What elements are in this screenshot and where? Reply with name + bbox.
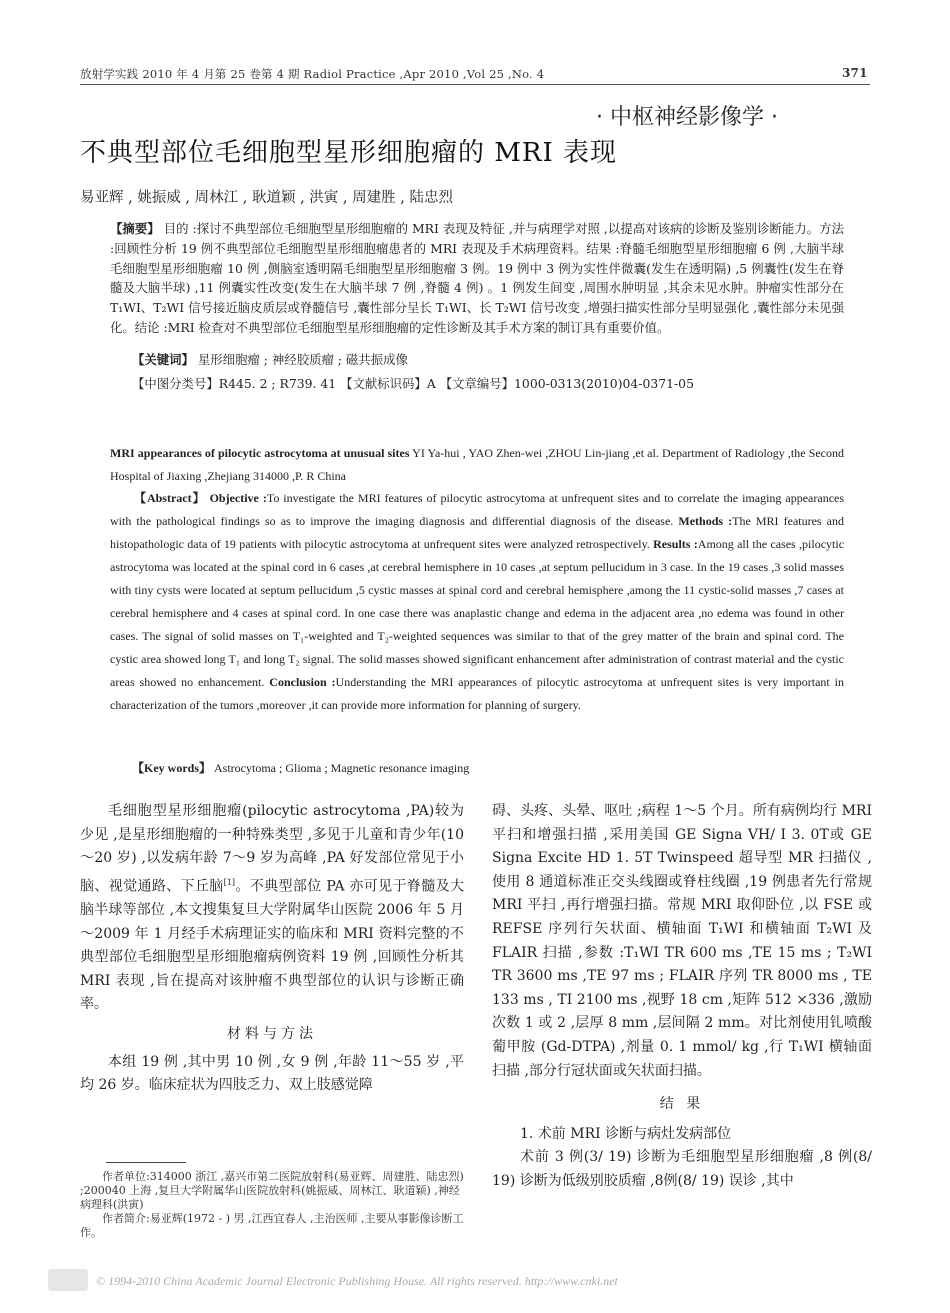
- methods-paragraph-cont: 碍、头疼、头晕、呕吐 ;病程 1～5 个月。所有病例均行 MRI 平扫和增强扫描 ,采用美国 GE Signa VH/ I 3. 0T或 GE Signa Excite HD 1. 5T Twinspeed 超导型 MR 扫描仪 ,使用 8 通道标准正交头线圈或脊柱线圈 ,19 例患者先行常规 MRI 平扫 ,再行增强扫描。常规 MRI 取仰卧位 ,以 FSE 或 REFSE 序列行矢状面、横轴面 T₁WI 和横轴面 T₂WI 及 FLAIR 扫描 ,参数 :T₁WI TR 600 ms ,TE 15 ms ; T₂WI TR 3600 ms ,TE 97 ms ; FLAIR 序列 TR 8000 ms , TE 133 ms , TI 2100 ms ,视野 18 cm ,矩阵 512 ×336 ,激励次数 1 或 2 ,层厚 8 mm ,层间隔 2 mm。对比剂使用钆喷酸葡甲胺 (Gd-DTPA) ,剂量 0. 1 mmol/ kg ,行 T₁WI 横轴面扫描 ,部分行冠状面或矢状面扫描。: [492, 803, 872, 1079]
- abstract-en-title: [110, 442, 844, 488]
- body-left-column: [80, 800, 464, 1098]
- results-paragraph: 术前 3 例(3/ 19) 诊断为毛细胞型星形细胞瘤 ,8 例(8/ 19) 诊断为低级别胶质瘤 ,8例(8/ 19) 误诊 ,其中: [492, 1149, 872, 1189]
- en-title: MRI appearances of pilocytic astrocytoma at unusual sites: [110, 446, 410, 460]
- keywords-en: [132, 759, 469, 776]
- abstract-cn: [110, 219, 844, 338]
- keywords-cn: [132, 350, 408, 368]
- footnote-bio: 作者简介:易亚辉(1972 - ) 男 ,江西宜春人 ,主治医师 ,主要从事影像诊断工作。: [80, 1212, 464, 1239]
- intro-paragraph: [80, 800, 464, 1017]
- abstract-en: [110, 487, 844, 717]
- keywords-text: 星形细胞瘤 ; 神经胶质瘤 ; 磁共振成像: [197, 352, 408, 367]
- conclusion-text: Understanding the MRI appearances of pilocytic astrocytoma at unfrequent sites is very important in characterization of the tumors ,moreover ,it can provide more information for planning of surgery.: [110, 675, 844, 712]
- page-number: 371: [842, 66, 868, 80]
- abstract-label: 【摘要】: [110, 221, 160, 236]
- body-right-column: [492, 800, 872, 1194]
- keywords-en-text: Astrocytoma ; Glioma ; Magnetic resonance imaging: [214, 761, 470, 775]
- methods-heading: 材料与方法: [227, 1026, 317, 1042]
- intro-text-cont: 。不典型部位 PA 亦可见于脊髓及大脑半球等部位 ,本文搜集复旦大学附属华山医院 2006 年 5 月～2009 年 1 月经手术病理证实的临床和 MRI 资料完整的不典型部位毛细胞型星形细胞瘤病例资料 19 例 ,回顾性分析其 MRI 表现 ,旨在提高对该肿瘤不典型部位的认识与诊断正确率。: [80, 878, 464, 1013]
- header-rule: [80, 84, 870, 85]
- abstract-text: 目的 :探讨不典型部位毛细胞型星形细胞瘤的 MRI 表现及特征 ,并与病理学对照 ,以提高对该病的诊断及鉴别诊断能力。方法 :回顾性分析 19 例不典型部位毛细胞型星形细胞瘤患者的 MRI 表现及手术病理资料。结果 :脊髓毛细胞型星形细胞瘤 6 例 ,大脑半球毛细胞型星形细胞瘤 10 例 ,侧脑室透明隔毛细胞型星形细胞瘤 3 例。19 例中 3 例为实性伴微囊(发生在透明隔) ,5 例囊性(发生在脊髓及大脑半球) ,11 例囊实性改变(发生在大脑半球 7 例 ,脊髓 4 例) 。1 例发生间变 ,周围水肿明显 ,其余未见水肿。肿瘤实性部分在 T₁WI、T₂WI 信号接近脑皮质层或脊髓信号 ,囊性部分呈长 T₁WI、长 T₂WI 信号改变 ,增强扫描实性部分呈明显强化 ,囊性部分未见强化。结论 :MRI 检查对不典型部位毛细胞型星形细胞瘤的定性诊断及其手术方案的制订具有重要价值。: [110, 221, 845, 335]
- author-list: 易亚辉 , 姚振威 , 周林江 , 耿道颖 , 洪寅 , 周建胜 , 陆忠烈: [80, 190, 453, 206]
- classification-line: 【中图分类号】R445. 2 ; R739. 41 【文献标识码】A 【文章编号】1000-0313(2010)04-0371-05: [132, 376, 694, 391]
- copyright-footer: © 1994-2010 China Academic Journal Electronic Publishing House. All rights reserved. http://www.cnki.net: [96, 1274, 618, 1288]
- keywords-label: 【关键词】: [132, 352, 194, 367]
- keywords-en-label: 【Key words】: [132, 761, 211, 775]
- section-tag: · 中枢神经影像学 ·: [596, 105, 778, 130]
- abstract-en-label: 【Abstract】: [134, 491, 206, 505]
- methods-text: The MRI features and histopathologic data of 19 patients with pilocytic astrocytoma at unfrequent sites were analyzed retrospectively.: [110, 514, 845, 551]
- intro-text: 毛细胞型星形细胞瘤(pilocytic astrocytoma ,PA)较为少见 ,是星形细胞瘤的一种特殊类型 ,多见于儿童和青少年(10～20 岁) ,以发病年龄 7～9 岁为高峰 ,PA 好发部位常见于小脑、视觉通路、下丘脑: [80, 803, 464, 895]
- results-heading: 结 果: [659, 1096, 705, 1113]
- footnote-affiliation: 作者单位:314000 浙江 ,嘉兴市第二医院放射科(易亚辉、周建胜、陆忠烈) ;200040 上海 ,复旦大学附属华山医院放射科(姚振威、周林江、耿道颖) ,神经病理科(洪寅): [80, 1170, 464, 1211]
- footnote: [80, 1170, 464, 1240]
- en-authors: YI Ya-hui , YAO Zhen-wei ,ZHOU Lin-jiang ,et al. Department of Radiology ,the Second Hospital of Jiaxing ,Zhejiang 314000 ,P. R China: [110, 446, 844, 483]
- footnote-rule: [106, 1162, 186, 1163]
- conclusion-label: Conclusion :: [269, 675, 336, 689]
- results-subheading: 1. 术前 MRI 诊断与病灶发病部位: [520, 1125, 732, 1142]
- methods-paragraph: 本组 19 例 ,其中男 10 例 ,女 9 例 ,年龄 11～55 岁 ,平均 26 岁。临床症状为四肢乏力、双上肢感觉障: [80, 1053, 464, 1094]
- objective-label: Objective :: [209, 491, 267, 505]
- objective-text: To investigate the MRI features of pilocytic astrocytoma at unfrequent sites and to correlate the imaging appearances with the pathological findings so as to improve the imaging diagnosis and differential diagnosis of the disease.: [110, 491, 845, 528]
- results-label: Results :: [653, 537, 698, 551]
- page-title: 不典型部位毛细胞型星形细胞瘤的 MRI 表现: [80, 138, 617, 168]
- citation-ref: [1]: [223, 877, 235, 887]
- cnki-logo-icon: [48, 1269, 88, 1291]
- methods-label: Methods :: [678, 514, 733, 528]
- running-header: 放射学实践 2010 年 4 月第 25 卷第 4 期 Radiol Practice ,Apr 2010 ,Vol 25 ,No. 4: [80, 67, 545, 81]
- results-text: Among all the cases ,pilocytic astrocytoma was located at the spinal cord in 6 cases ,at cerebral hemisphere in 10 cases ,at septum pellucidum in 3 case. In the 19 cases ,3 solid masses with tiny cysts were located at septum pellucidum ,5 cystic masses at spinal cord and cerebral hemisphere ,among the 11 cystic-solid masses ,7 cases at cerebral hemisphere and 4 cases at spinal cord. In one case there was anaplastic change and edema in the adjacent area ,no edema was found in other cases. The signal of solid masses on T₁-weighted and T₂-weighted sequences was similar to that of the grey matter of the brain and spinal cord. The cystic area showed long T₁ and long T₂ signal. The solid masses showed significant enhancement after administration of contrast material and the cystic areas showed no enhancement.: [110, 537, 845, 689]
